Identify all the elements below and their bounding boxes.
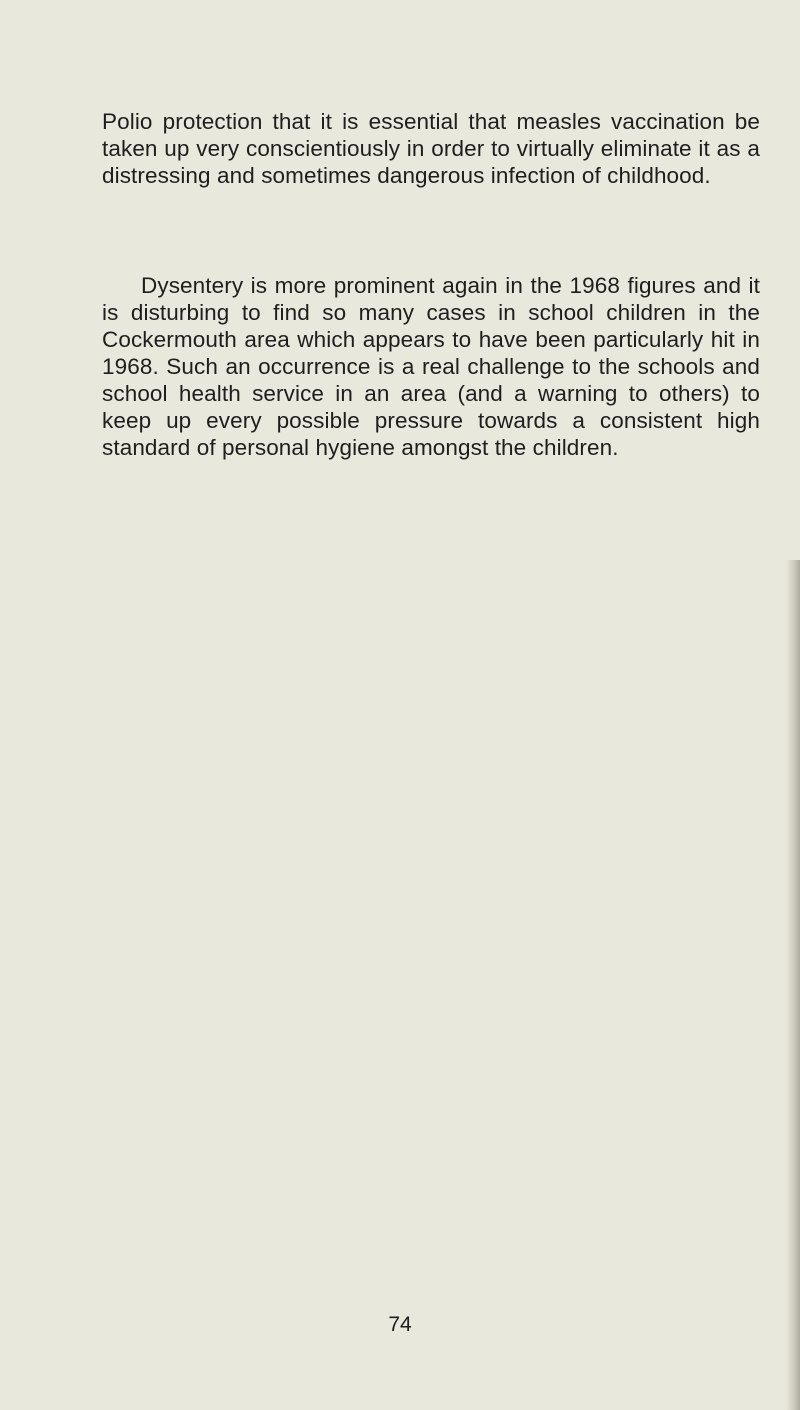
body-paragraph-polio: Polio protection that it is essential that measles vaccination be taken up very conscientiously in order to virtually eliminate it as a distressing and sometimes dangerous infection of childhood. — [102, 108, 760, 188]
page-number: 74 — [388, 1313, 412, 1336]
body-paragraph-dysentery: Dysentery is more prominent again in the 1968 figures and it is disturbing to find so many cases in school children in the Cockermouth area which appears to have been particularly hit in 1968. Such an occurrence is a real challenge to the schools and school health service in an area (and a warning to others) to keep up every possible pressure towards a consistent high standard of personal hygiene amongst the children. — [102, 272, 760, 460]
page-edge-shadow — [786, 560, 800, 1410]
